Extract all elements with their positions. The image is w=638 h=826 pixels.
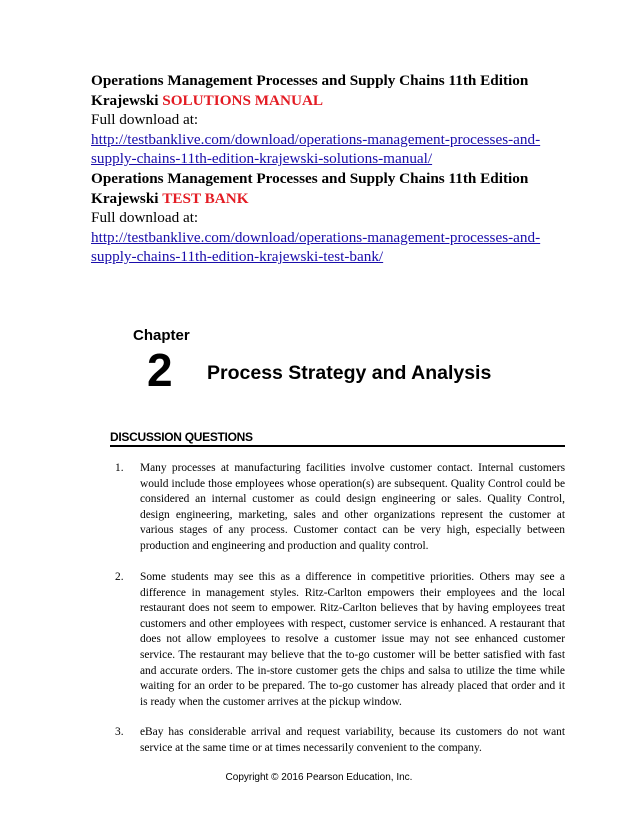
chapter-number: 2	[147, 344, 173, 396]
chapter-title: Process Strategy and Analysis	[207, 362, 492, 384]
solutions-link-part2[interactable]: supply-chains-11th-edition-krajewski-solutions-manual/	[91, 150, 433, 168]
question-item	[115, 570, 565, 710]
question-item	[115, 725, 565, 756]
title-line-2: Operations Management Processes and Supply Chains 11th Edition	[91, 169, 529, 187]
question-number: 1.	[115, 462, 124, 474]
question-item	[115, 461, 565, 555]
test-bank-label: TEST BANK	[162, 189, 249, 207]
question-text: eBay has considerable arrival and request variability, because its customers do not want service at the same time or at times necessarily convenient to the company.	[140, 726, 565, 754]
download-label: Full download at:	[91, 111, 199, 129]
question-number: 3.	[115, 726, 124, 738]
copyright-footer: Copyright © 2016 Pearson Education, Inc.	[225, 772, 413, 783]
question-number: 2.	[115, 571, 124, 583]
solutions-manual-line: Krajewski SOLUTIONS MANUAL	[91, 91, 324, 109]
title-line: Operations Management Processes and Supply Chains 11th Edition	[91, 72, 529, 89]
test-bank-link-part2[interactable]: supply-chains-11th-edition-krajewski-test-bank/	[91, 248, 384, 266]
test-bank-line: Krajewski TEST BANK	[91, 189, 249, 207]
test-bank-link-part1[interactable]: http://testbanklive.com/download/operations-management-processes-and-	[91, 228, 541, 246]
section-heading	[110, 428, 565, 447]
question-text: Many processes at manufacturing facilities involve customer contact. Internal customers would include those employees whose operation(s) are subsequent. Quality Control could be considered an internal customer as could design engineering or sales. Quality Control, design engineering, marketing, sales and other organizations represent the customer at various stages of any process. Customer contact can be very high, especially between production and engineering and production and quality control.	[140, 462, 565, 552]
solutions-manual-label: SOLUTIONS MANUAL	[162, 91, 324, 109]
section-heading-text: DISCUSSION QUESTIONS	[110, 430, 253, 444]
question-text: Some students may see this as a difference in competitive priorities. Others may see a difference in management styles. Ritz-Carlton empowers their employees and the local restaurant does not seem to empower. Ritz-Carlton believes that by having employees treat customers and other employees with respect, customer service is enhanced. A restaurant that does not allow employees to resolve a customer issue may not see enhanced customer service. The restaurant may believe that the to-go customer will be better satisfied with fast and accurate orders. The in-store customer gets the chips and salsa to utilize the time while waiting for an order to be prepared. The to-go customer has already placed that order and it is ready when the customer arrives at the pickup window.	[140, 571, 565, 708]
solutions-link-part1[interactable]: http://testbanklive.com/download/operations-management-processes-and-	[91, 130, 541, 148]
download-label-2: Full download at:	[91, 209, 199, 227]
chapter-label: Chapter	[133, 327, 190, 344]
download-header	[91, 71, 571, 267]
